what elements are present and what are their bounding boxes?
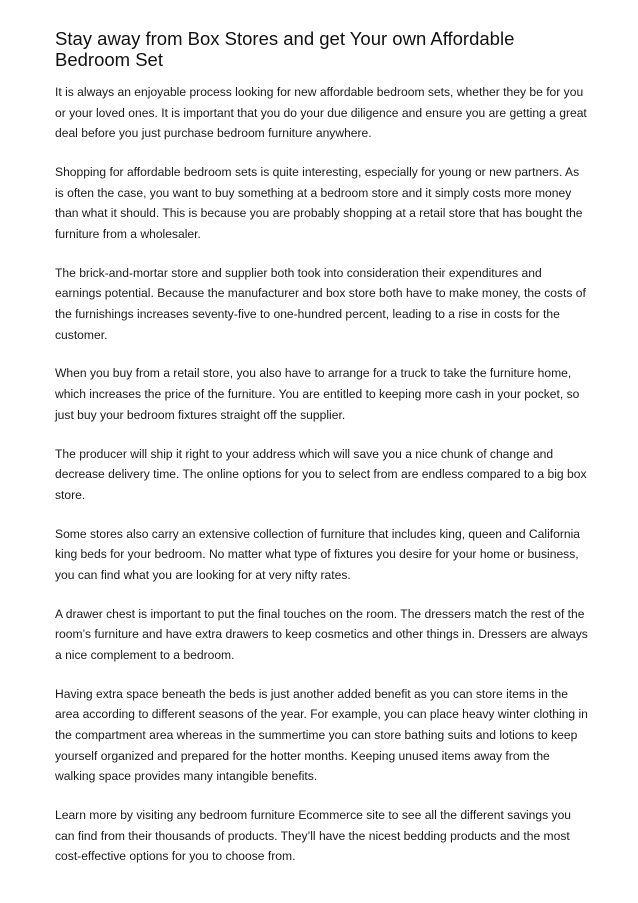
paragraph-1: It is always an enjoyable process looking for new affordable bedroom sets, whether they be for you or your loved ones. It is important that you do your due diligence and ensure you are getting a great deal before you just purchase bedroom furniture anywhere. — [55, 85, 587, 141]
paragraph-6: Some stores also carry an extensive collection of furniture that includes king, queen and California king beds for your bedroom. No matter what type of fixtures you desire for your home or business, you can find what you are looking for at very nifty rates. — [55, 526, 581, 582]
paragraph-7: A drawer chest is important to put the final touches on the room. The dressers match the rest of the room’s furniture and have extra drawers to keep cosmetics and other things in. Dressers are always a nice complement to a bedroom. — [55, 606, 588, 662]
paragraph-9: Learn more by visiting any bedroom furniture Ecommerce site to see all the different savings you can find from their thousands of products. They’ll have the nicest bedding products and the most cost-effective options for you to choose from. — [55, 808, 572, 864]
paragraph-8: Having extra space beneath the beds is just another added benefit as you can store items in the area according to different seasons of the year. For example, you can place heavy winter clothing in the compartment area whereas in the summertime you can store bathing suits and lotions to keep yourself organized and prepared for the hotter months. Keeping unused items away from the walking space provides many intangible benefits. — [55, 686, 588, 784]
paragraph-5: The producer will ship it right to your address which will save you a nice chunk of change and decrease delivery time. The online options for you to select from are endless compared to a big box store. — [55, 446, 587, 502]
document-page — [55, 28, 591, 885]
document-title: Stay away from Box Stores and get Your own Affordable Bedroom Set — [55, 28, 515, 70]
paragraph-4: When you buy from a retail store, you also have to arrange for a truck to take the furniture home, which increases the price of the furniture. You are entitled to keeping more cash in your pocket, so just buy your bedroom fixtures straight off the supplier. — [55, 366, 580, 422]
paragraph-3: The brick-and-mortar store and supplier both took into consideration their expenditures and earnings potential. Because the manufacturer and box store both have to make money, the costs of the furnishings increases seventy-five to one-hundred percent, leading to a rise in costs for the customer. — [55, 265, 586, 342]
paragraph-2: Shopping for affordable bedroom sets is quite interesting, especially for young or new partners. As is often the case, you want to buy something at a bedroom store and it simply costs more money than what it should. This is because you are probably shopping at a retail store that has bought the furniture from a wholesaler. — [55, 165, 583, 241]
